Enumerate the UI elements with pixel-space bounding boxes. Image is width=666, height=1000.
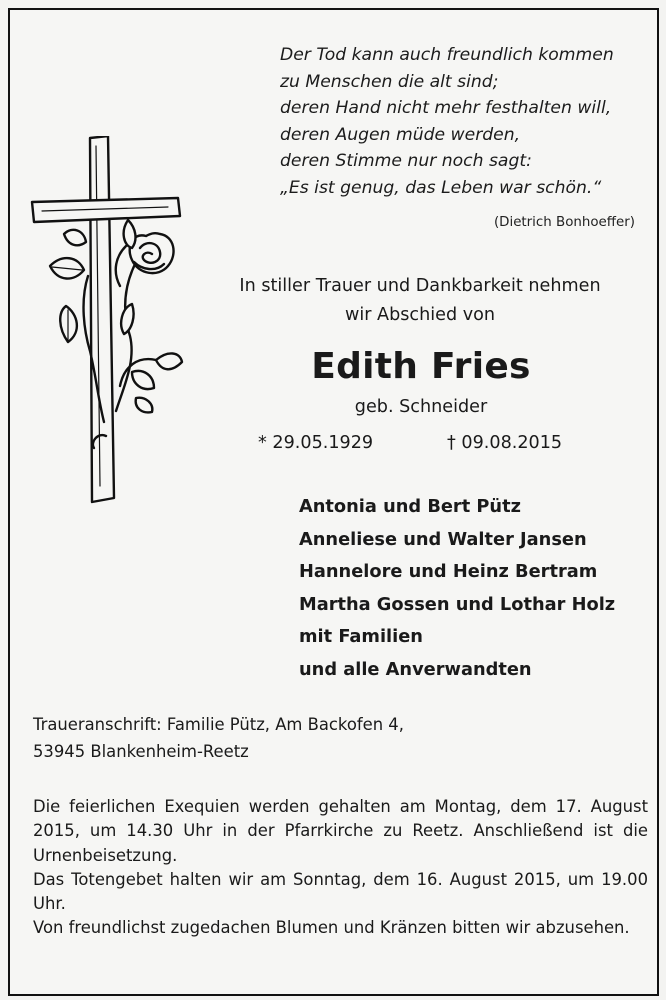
notice-paragraph: Die feierlichen Exequien werden gehalten am Montag, dem 17. August 2015, um 14.30 Uhr in der Pfarrkirche zu Reetz. Anschließend ist die Urnenbeisetzung. <box>33 797 648 865</box>
poem-line: deren Augen müde werden, <box>280 124 521 145</box>
poem-line: deren Stimme nur noch sagt: <box>280 151 532 171</box>
poem-line: „Es ist genug, das Leben war schön.“ <box>280 177 602 198</box>
intro-line: In stiller Trauer und Dankbarkeit nehmen <box>239 276 601 296</box>
service-notice <box>33 795 648 941</box>
address-line: Traueranschrift: Familie Pütz, Am Backofen 4, <box>33 715 404 734</box>
mourners-list <box>299 491 615 687</box>
cross-with-rose-icon <box>28 136 186 506</box>
poem-line: deren Hand nicht mehr festhalten will, <box>280 98 612 118</box>
mourner-line: mit Familien <box>299 626 423 648</box>
intro-text <box>190 272 650 330</box>
notice-paragraph: Von freundlichst zugedachen Blumen und Kränzen bitten wir abzusehen. <box>33 918 630 938</box>
death-date: † 09.08.2015 <box>447 433 563 453</box>
mourner-line: Hannelore und Heinz Bertram <box>299 561 598 583</box>
mourner-line: und alle Anverwandten <box>299 658 532 680</box>
mourner-line: Anneliese und Walter Jansen <box>299 528 587 550</box>
birth-date: * 29.05.1929 <box>258 433 374 453</box>
address-line: 53945 Blankenheim-Reetz <box>33 742 249 761</box>
notice-paragraph: Das Totengebet halten wir am Sonntag, dem 16. August 2015, um 19.00 Uhr. <box>33 869 648 914</box>
deceased-name: Edith Fries <box>311 346 531 387</box>
poem-author: (Dietrich Bonhoeffer) <box>493 215 635 230</box>
poem-line: zu Menschen die alt sind; <box>280 71 499 92</box>
mourner-line: Antonia und Bert Pütz <box>299 496 521 517</box>
mourning-address <box>33 711 404 765</box>
poem-line: Der Tod kann auch freundlich kommen <box>280 45 614 65</box>
intro-line: wir Abschied von <box>344 305 496 325</box>
obituary-card <box>8 8 659 996</box>
poem <box>280 42 650 201</box>
birth-name: geb. Schneider <box>354 397 488 417</box>
mourner-line: Martha Gossen und Lothar Holz <box>299 593 616 615</box>
